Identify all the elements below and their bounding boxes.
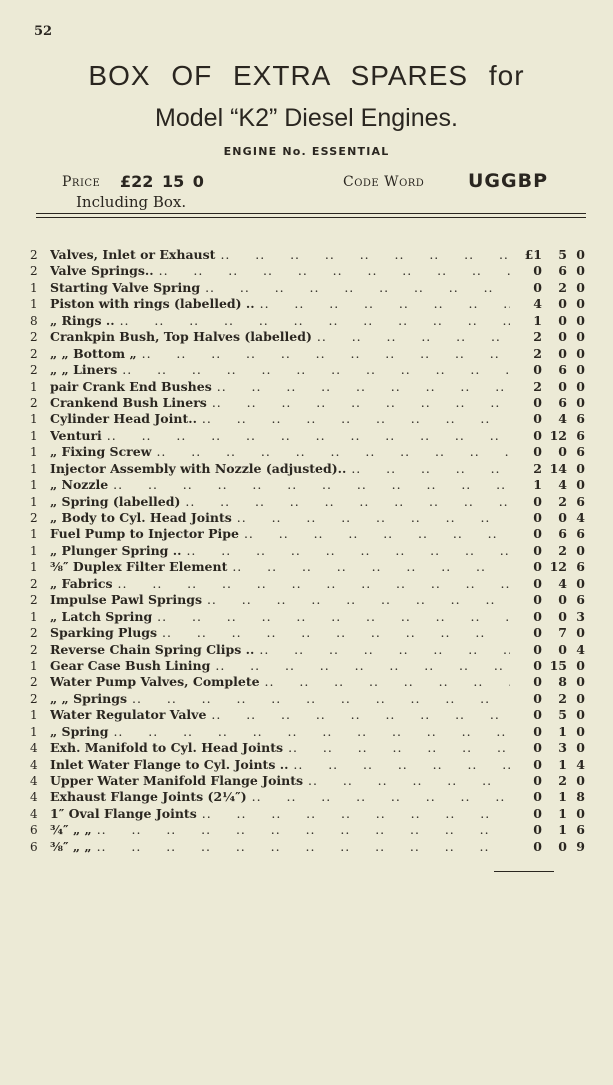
- item-price-shillings: 2: [558, 279, 567, 295]
- item-description: „ Fabrics ..: [50, 576, 510, 592]
- list-item: [30, 362, 590, 378]
- item-price-shillings: 0: [558, 608, 567, 624]
- item-price-shillings: 0: [558, 510, 567, 525]
- list-item: [30, 296, 590, 312]
- item-price-pence: 0: [576, 707, 585, 723]
- item-price-pounds: 0: [533, 805, 542, 821]
- item-description: Valve Springs.. ..: [50, 263, 510, 279]
- item-quantity: 1: [30, 724, 38, 739]
- item-price-pounds: 0: [533, 625, 542, 641]
- item-price-shillings: 1: [558, 756, 567, 772]
- item-description: Exhaust Flange Joints (2¼″) ..: [50, 789, 510, 805]
- item-quantity: 2: [30, 330, 38, 345]
- list-item: [30, 707, 590, 723]
- list-item: [30, 576, 590, 592]
- item-quantity: 1: [30, 708, 38, 723]
- item-price-pounds: 0: [533, 707, 542, 723]
- item-price-pounds: 0: [533, 526, 542, 542]
- list-item: [30, 757, 590, 773]
- item-price-pence: 4: [576, 641, 585, 657]
- code-word-label: Code Word: [343, 174, 425, 190]
- item-price-pence: 0: [576, 296, 585, 312]
- item-quantity: 2: [30, 593, 38, 608]
- item-description: ¾″ „ „ ..: [50, 822, 510, 838]
- page-number: 52: [34, 24, 53, 39]
- item-description: Reverse Chain Spring Clips .. ..: [50, 642, 510, 658]
- item-price-shillings: 4: [558, 411, 567, 427]
- item-description: „ Spring (labelled) ..: [50, 494, 510, 510]
- item-description: „ Latch Spring ..: [50, 609, 510, 625]
- list-item: [30, 773, 590, 789]
- item-price-pounds: 0: [533, 641, 542, 657]
- spares-list: [30, 247, 590, 855]
- item-price-pence: 0: [576, 263, 585, 279]
- item-quantity: 2: [30, 691, 38, 706]
- item-quantity: 1: [30, 560, 38, 575]
- item-price-shillings: 0: [558, 378, 567, 394]
- item-quantity: 2: [30, 395, 38, 410]
- item-quantity: 1: [30, 478, 38, 493]
- item-price-pence: 0: [576, 378, 585, 394]
- item-price-shillings: 1: [558, 805, 567, 821]
- item-price-pence: 0: [576, 542, 585, 558]
- item-quantity: 4: [30, 774, 38, 788]
- item-price-shillings: 3: [558, 740, 567, 756]
- item-price-pounds: 2: [533, 378, 542, 394]
- item-price-pence: 9: [576, 838, 585, 854]
- list-item: [30, 543, 590, 559]
- item-price-shillings: 6: [558, 362, 567, 378]
- item-price-pence: 0: [576, 740, 585, 756]
- item-description: Sparking Plugs ..: [50, 625, 510, 641]
- list-item: [30, 313, 590, 329]
- item-price-pounds: 0: [533, 773, 542, 788]
- item-price-pence: 6: [576, 493, 585, 509]
- item-quantity: 1: [30, 494, 38, 509]
- item-price-shillings: 0: [558, 296, 567, 312]
- item-price-shillings: 2: [558, 542, 567, 558]
- item-description: Water Regulator Valve ..: [50, 707, 510, 723]
- item-price-shillings: 1: [558, 723, 567, 739]
- item-price-pounds: 0: [533, 493, 542, 509]
- list-item: [30, 674, 590, 690]
- item-quantity: 1: [30, 543, 38, 558]
- list-item: [30, 379, 590, 395]
- item-description: Crankpin Bush, Top Halves (labelled) ..: [50, 329, 510, 345]
- item-quantity: 1: [30, 445, 38, 460]
- item-price-pence: 0: [576, 477, 585, 493]
- list-item: [30, 822, 590, 838]
- item-price-pence: 6: [576, 559, 585, 575]
- item-price-pence: 0: [576, 345, 585, 361]
- item-quantity: 1: [30, 609, 38, 624]
- item-quantity: 8: [30, 313, 38, 328]
- item-description: Venturi ..: [50, 428, 510, 444]
- item-quantity: 2: [30, 675, 38, 690]
- list-item: [30, 346, 590, 362]
- item-price-shillings: 12: [549, 427, 567, 443]
- item-price-shillings: 2: [558, 773, 567, 788]
- price-value: £22 15 0: [120, 172, 204, 191]
- item-quantity: 2: [30, 363, 38, 378]
- item-description: Valves, Inlet or Exhaust ..: [50, 247, 510, 263]
- item-description: Crankend Bush Liners ..: [50, 395, 510, 411]
- item-quantity: 1: [30, 297, 38, 312]
- item-quantity: 6: [30, 823, 38, 838]
- price-row: [62, 172, 572, 212]
- item-description: Inlet Water Flange to Cyl. Joints .. ..: [50, 757, 510, 773]
- item-quantity: 2: [30, 642, 38, 657]
- item-description: „ Spring ..: [50, 724, 510, 740]
- item-price-shillings: 5: [558, 247, 567, 262]
- item-description: Starting Valve Spring ..: [50, 280, 510, 296]
- item-price-pence: 6: [576, 411, 585, 427]
- item-price-pence: 3: [576, 608, 585, 624]
- item-price-shillings: 0: [558, 329, 567, 345]
- item-quantity: 4: [30, 757, 38, 772]
- item-price-pounds: 0: [533, 279, 542, 295]
- item-description: „ Fixing Screw ..: [50, 444, 510, 460]
- item-price-pounds: 0: [533, 542, 542, 558]
- item-price-pounds: 0: [533, 674, 542, 690]
- item-price-pence: 0: [576, 329, 585, 345]
- item-description: Exh. Manifold to Cyl. Head Joints ..: [50, 740, 510, 756]
- divider: [36, 213, 586, 214]
- item-description: Cylinder Head Joint.. ..: [50, 411, 510, 427]
- item-price-pence: 0: [576, 723, 585, 739]
- item-price-pounds: 0: [533, 756, 542, 772]
- total-rule: [494, 871, 554, 872]
- item-price-shillings: 2: [558, 493, 567, 509]
- list-item: [30, 839, 590, 855]
- price-note: Including Box.: [76, 193, 187, 211]
- list-item: [30, 461, 590, 477]
- list-item: [30, 280, 590, 296]
- item-price-pence: 6: [576, 427, 585, 443]
- item-price-shillings: 0: [558, 312, 567, 328]
- item-quantity: 2: [30, 576, 38, 591]
- item-price-shillings: 0: [558, 345, 567, 361]
- item-quantity: 1: [30, 428, 38, 443]
- list-item: [30, 740, 590, 756]
- item-price-shillings: 1: [558, 822, 567, 838]
- item-price-pounds: 2: [533, 460, 542, 476]
- item-quantity: 2: [30, 264, 38, 279]
- list-item: [30, 263, 590, 279]
- item-price-pence: 6: [576, 526, 585, 542]
- item-quantity: 1: [30, 280, 38, 295]
- item-price-shillings: 15: [549, 657, 567, 673]
- list-item: [30, 428, 590, 444]
- item-price-shillings: 0: [558, 838, 567, 854]
- list-item: [30, 411, 590, 427]
- list-item: [30, 329, 590, 345]
- item-price-pounds: 0: [533, 789, 542, 805]
- item-price-shillings: 6: [558, 526, 567, 542]
- item-description: ⅜″ „ „ ..: [50, 839, 510, 855]
- list-item: [30, 559, 590, 575]
- item-price-pence: 6: [576, 822, 585, 838]
- item-quantity: 2: [30, 626, 38, 641]
- item-description: „ Body to Cyl. Head Joints ..: [50, 510, 510, 526]
- item-price-pence: 4: [576, 510, 585, 525]
- item-price-shillings: 0: [558, 444, 567, 460]
- list-item: [30, 691, 590, 707]
- item-price-pounds: 0: [533, 723, 542, 739]
- list-item: [30, 444, 590, 460]
- list-item: [30, 789, 590, 805]
- item-price-pence: 0: [576, 575, 585, 591]
- item-quantity: 4: [30, 790, 38, 805]
- item-price-pence: 8: [576, 789, 585, 805]
- list-item: [30, 642, 590, 658]
- page-title: BOX OF EXTRA SPARES for: [88, 60, 525, 91]
- item-quantity: 2: [30, 511, 38, 525]
- item-price-pence: 0: [576, 805, 585, 821]
- item-quantity: 1: [30, 412, 38, 427]
- item-description: „ Rings .. ..: [50, 313, 510, 329]
- item-price-pence: 0: [576, 460, 585, 476]
- item-description: Gear Case Bush Lining ..: [50, 658, 510, 674]
- item-price-pence: 0: [576, 362, 585, 378]
- item-price-shillings: 1: [558, 789, 567, 805]
- list-item: [30, 526, 590, 542]
- list-item: [30, 477, 590, 493]
- item-price-shillings: 4: [558, 477, 567, 493]
- item-description: „ Plunger Spring .. ..: [50, 543, 510, 559]
- item-price-shillings: 8: [558, 674, 567, 690]
- divider: [36, 217, 586, 218]
- item-price-pence: 0: [576, 312, 585, 328]
- item-quantity: 1: [30, 379, 38, 394]
- item-price-pence: 0: [576, 773, 585, 788]
- item-price-shillings: 5: [558, 707, 567, 723]
- item-description: pair Crank End Bushes ..: [50, 379, 510, 395]
- item-price-pence: 6: [576, 592, 585, 608]
- item-description: „ „ Bottom „ ..: [50, 346, 510, 362]
- item-price-shillings: 14: [549, 460, 567, 476]
- item-price-pounds: 0: [533, 427, 542, 443]
- item-price-pence: 6: [576, 444, 585, 460]
- item-quantity: 4: [30, 806, 38, 821]
- list-item: [30, 395, 590, 411]
- item-description: Water Pump Valves, Complete ..: [50, 674, 510, 690]
- item-price-pounds: 0: [533, 608, 542, 624]
- item-quantity: 1: [30, 527, 38, 542]
- item-price-shillings: 6: [558, 394, 567, 410]
- list-item: [30, 609, 590, 625]
- item-description: „ „ Springs ..: [50, 691, 510, 707]
- item-quantity: 2: [30, 248, 38, 262]
- item-price-shillings: 12: [549, 559, 567, 575]
- item-price-pence: 0: [576, 247, 585, 262]
- item-price-pounds: 0: [533, 444, 542, 460]
- item-price-shillings: 6: [558, 263, 567, 279]
- item-price-pounds: 2: [533, 329, 542, 345]
- item-price-pounds: 0: [533, 394, 542, 410]
- item-price-pence: 0: [576, 657, 585, 673]
- page-subtitle: Model “K2” Diesel Engines.: [155, 104, 458, 132]
- item-price-pounds: 0: [533, 838, 542, 854]
- item-price-pence: 4: [576, 756, 585, 772]
- price-label: Price: [62, 174, 101, 190]
- item-price-pounds: 0: [533, 510, 542, 525]
- list-item: [30, 658, 590, 674]
- item-price-pounds: 0: [533, 263, 542, 279]
- item-quantity: 4: [30, 741, 38, 756]
- item-description: „ Nozzle ..: [50, 477, 510, 493]
- list-item: [30, 494, 590, 510]
- item-price-pounds: 0: [533, 592, 542, 608]
- item-description: Piston with rings (labelled) .. ..: [50, 296, 510, 312]
- list-item: [30, 510, 590, 526]
- item-price-shillings: 7: [558, 625, 567, 641]
- item-quantity: 2: [30, 346, 38, 361]
- item-price-pence: 0: [576, 394, 585, 410]
- item-price-pence: 0: [576, 674, 585, 690]
- list-item: [30, 247, 590, 263]
- item-price-pounds: 0: [533, 822, 542, 838]
- item-price-pounds: 0: [533, 559, 542, 575]
- item-description: Upper Water Manifold Flange Joints ..: [50, 773, 510, 789]
- item-price-pounds: 4: [533, 296, 542, 312]
- item-price-pence: 0: [576, 279, 585, 295]
- list-item: [30, 724, 590, 740]
- item-description: Fuel Pump to Injector Pipe ..: [50, 526, 510, 542]
- list-item: [30, 592, 590, 608]
- item-price-pounds: 0: [533, 657, 542, 673]
- item-price-shillings: 2: [558, 690, 567, 706]
- item-price-shillings: 4: [558, 575, 567, 591]
- engine-number: ENGINE No. ESSENTIAL: [223, 145, 390, 158]
- list-item: [30, 625, 590, 641]
- item-quantity: 6: [30, 839, 38, 854]
- item-price-shillings: 0: [558, 641, 567, 657]
- item-price-pounds: 0: [533, 575, 542, 591]
- item-price-pence: 0: [576, 625, 585, 641]
- item-description: Injector Assembly with Nozzle (adjusted).. ..: [50, 461, 510, 477]
- item-price-pounds: 0: [533, 362, 542, 378]
- item-price-pounds: 1: [533, 312, 542, 328]
- item-price-pounds: £1: [524, 247, 542, 262]
- item-quantity: 1: [30, 461, 38, 476]
- item-description: ⅜″ Duplex Filter Element ..: [50, 559, 510, 575]
- item-price-pounds: 1: [533, 477, 542, 493]
- list-item: [30, 806, 590, 822]
- item-description: „ „ Liners ..: [50, 362, 510, 378]
- item-price-pounds: 2: [533, 345, 542, 361]
- item-description: Impulse Pawl Springs ..: [50, 592, 510, 608]
- item-quantity: 1: [30, 658, 38, 673]
- item-price-pounds: 0: [533, 690, 542, 706]
- item-price-shillings: 0: [558, 592, 567, 608]
- item-price-pence: 0: [576, 690, 585, 706]
- item-price-pounds: 0: [533, 411, 542, 427]
- item-description: 1″ Oval Flange Joints ..: [50, 806, 510, 822]
- item-price-pounds: 0: [533, 740, 542, 756]
- code-word-value: UGGBP: [468, 170, 549, 192]
